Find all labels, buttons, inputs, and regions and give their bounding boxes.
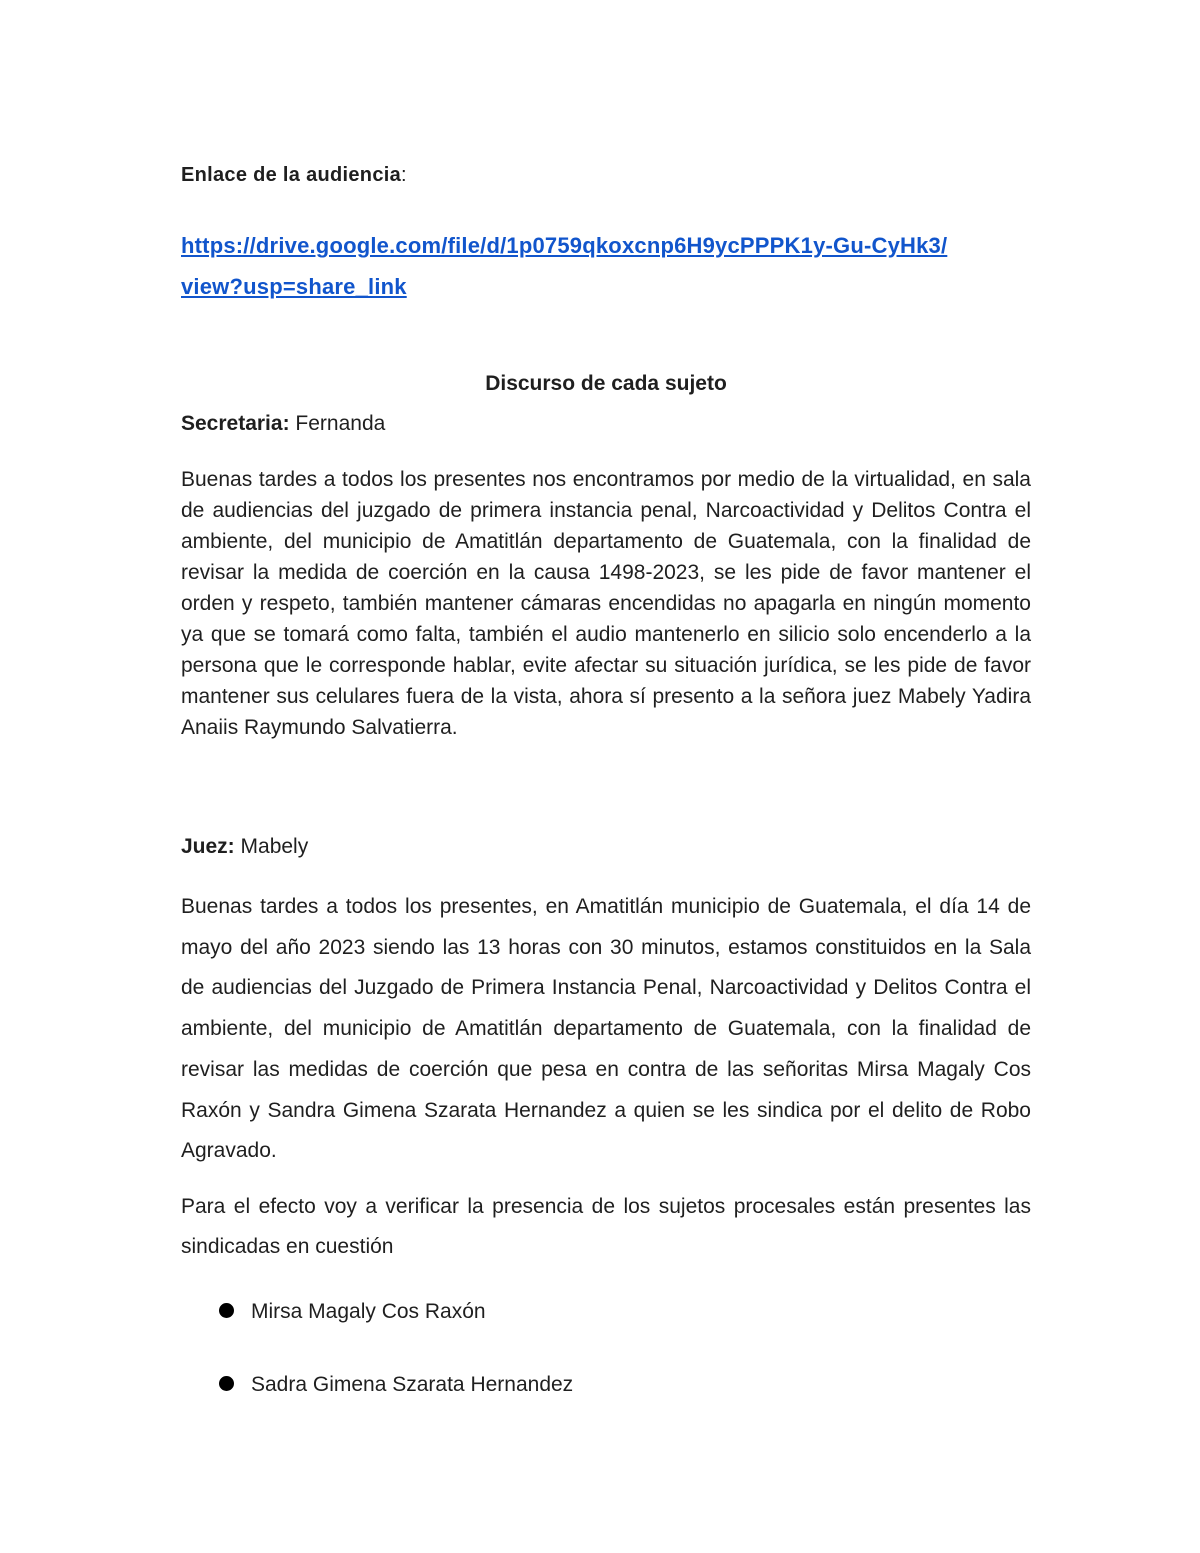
juez-paragraph-2: Para el efecto voy a verificar la presencia de los sujetos procesales están presentes las sindicadas en cuestión xyxy=(181,1195,1031,1258)
speaker-secretaria-name: Fernanda xyxy=(289,412,386,435)
bullet-dot-icon xyxy=(219,1376,234,1391)
bullet-dot-icon xyxy=(219,1303,234,1318)
list-item xyxy=(219,1298,486,1326)
audiencia-link[interactable] xyxy=(181,225,1031,307)
section-title: Discurso de cada sujeto xyxy=(485,372,727,395)
audiencia-link-line1[interactable]: https://drive.google.com/file/d/1p0759qkoxcnp6H9ycPPPK1y-Gu-CyHk3/ xyxy=(181,233,948,258)
enlace-label-bold: Enlace de la audiencia xyxy=(181,164,402,186)
list-item-text: Mirsa Magaly Cos Raxón xyxy=(251,1300,486,1323)
enlace-label-colon: : xyxy=(401,164,407,186)
speaker-secretaria-role: Secretaria: xyxy=(181,412,290,435)
secretaria-paragraph: Buenas tardes a todos los presentes nos encontramos por medio de la virtualidad, en sala de audiencias del juzgado de primera instancia penal, Narcoactividad y Delitos Contra el ambiente, del municipio de Amatitlán departamento de Guatemala, con la finalidad de revisar la medida de coerción en la causa 1498-2023, se les pide de favor mantener el orden y respeto, también mantener cámaras encendidas no apagarla en ningún momento ya que se tomará como falta, también el audio mantenerlo en silicio solo encenderlo a la persona que le corresponde hablar, evite afectar su situación jurídica, se les pide de favor mantener sus celulares fuera de la vista, ahora sí presento a la señora juez Mabely Yadira Anaiis Raymundo Salvatierra. xyxy=(181,468,1031,739)
list-item xyxy=(219,1371,573,1399)
list-item-text: Sadra Gimena Szarata Hernandez xyxy=(251,1373,574,1396)
speaker-juez-name: Mabely xyxy=(234,835,309,858)
speaker-juez xyxy=(181,833,308,861)
enlace-label xyxy=(181,162,407,188)
speaker-secretaria xyxy=(181,410,385,438)
juez-paragraph-1: Buenas tardes a todos los presentes, en Amatitlán municipio de Guatemala, el día 14 de mayo del año 2023 siendo las 13 horas con 30 minutos, estamos constituidos en la Sala de audiencias del Juzgado de Primera Instancia Penal, Narcoactividad y Delitos Contra el ambiente, del municipio de Amatitlán departamento de Guatemala, con la finalidad de revisar las medidas de coerción que pesa en contra de las señoritas Mirsa Magaly Cos Raxón y Sandra Gimena Szarata Hernandez a quien se les sindica por el delito de Robo Agravado. xyxy=(181,895,1031,1163)
speaker-juez-role: Juez: xyxy=(181,835,235,858)
audiencia-link-line2[interactable]: view?usp=share_link xyxy=(181,274,407,299)
